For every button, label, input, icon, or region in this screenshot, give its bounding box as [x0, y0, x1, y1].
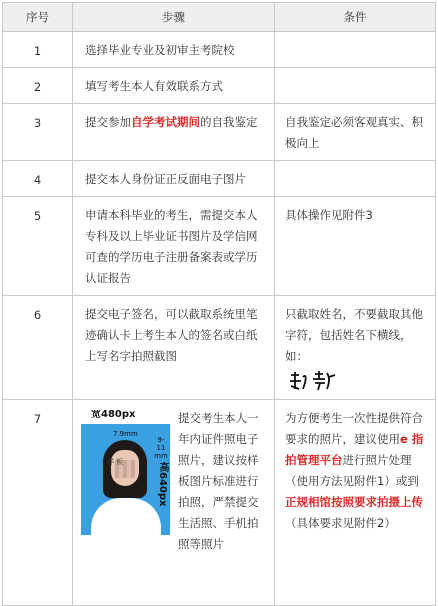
condition-text: 进行照片处理（使用方法见附件1）或到	[285, 453, 419, 488]
table-row	[3, 104, 436, 161]
photo-shirt	[91, 498, 161, 535]
row-condition: 具体操作见附件3	[275, 197, 436, 296]
row-step: 提交电子签名，可以截取系统里笔迹确认卡上考生本人的签名或白纸上写名字拍照截图	[73, 296, 275, 400]
photo-sample-label: 样 板	[107, 458, 124, 466]
condition-highlight: e 指拍管理平台	[285, 432, 424, 467]
row-number: 4	[3, 161, 73, 197]
condition-text: 为方便考生一次性提供符合要求的照片，建议使用	[285, 411, 423, 446]
condition-highlight: 正规相馆按照要求拍摄上传	[285, 495, 423, 509]
row-number: 3	[3, 104, 73, 161]
row-condition	[275, 161, 436, 197]
row-step: 填写考生本人有效联系方式	[73, 68, 275, 104]
row-number: 1	[3, 32, 73, 68]
step-text: 提交考生本人一年内证件照电子照片，建议按样板图片标准进行拍照，严禁提交生活照、手机拍照等照片	[178, 411, 259, 551]
signature-image	[285, 369, 345, 393]
table-row	[3, 296, 436, 400]
row-step: 提交本人身份证正反面电子图片	[73, 161, 275, 197]
table-row	[3, 400, 436, 606]
step-highlight: 自学考试期间	[131, 115, 200, 129]
header-condition: 条件	[275, 3, 436, 32]
table-row	[3, 32, 436, 68]
row-number: 6	[3, 296, 73, 400]
row-condition	[275, 68, 436, 104]
row-number: 5	[3, 197, 73, 296]
header-step: 步骤	[73, 3, 275, 32]
table-header-row	[3, 3, 436, 32]
row-condition: 自我鉴定必须客观真实、积极向上	[275, 104, 436, 161]
row-step	[73, 400, 275, 606]
sample-photo	[81, 410, 170, 535]
row-condition	[275, 32, 436, 68]
table-row	[3, 68, 436, 104]
requirements-table	[2, 2, 436, 606]
condition-text: （具体要求见附件2）	[285, 516, 396, 530]
row-step: 选择毕业专业及初审主考院校	[73, 32, 275, 68]
photo-width-label: 宽480px	[91, 410, 136, 420]
row-number: 7	[3, 400, 73, 606]
row-step	[73, 104, 275, 161]
row-number: 2	[3, 68, 73, 104]
photo-margin-label: 7.9mm	[113, 430, 138, 438]
step-text: 提交参加	[85, 115, 131, 129]
header-number: 序号	[3, 3, 73, 32]
table-row	[3, 197, 436, 296]
photo-height-label: 高640px	[157, 462, 168, 507]
table-row	[3, 161, 436, 197]
row-step: 申请本科毕业的考生，需提交本人专科及以上毕业证书图片及学信网可查的学历电子注册备案表或学历认证报告	[73, 197, 275, 296]
condition-text: 只截取姓名，不要截取其他字符，包括姓名下横线，如：	[285, 307, 423, 363]
step-text: 的自我鉴定	[200, 115, 258, 129]
row-condition	[275, 400, 436, 606]
row-condition	[275, 296, 436, 400]
photo-side-label: 9-11 mm	[154, 436, 168, 460]
